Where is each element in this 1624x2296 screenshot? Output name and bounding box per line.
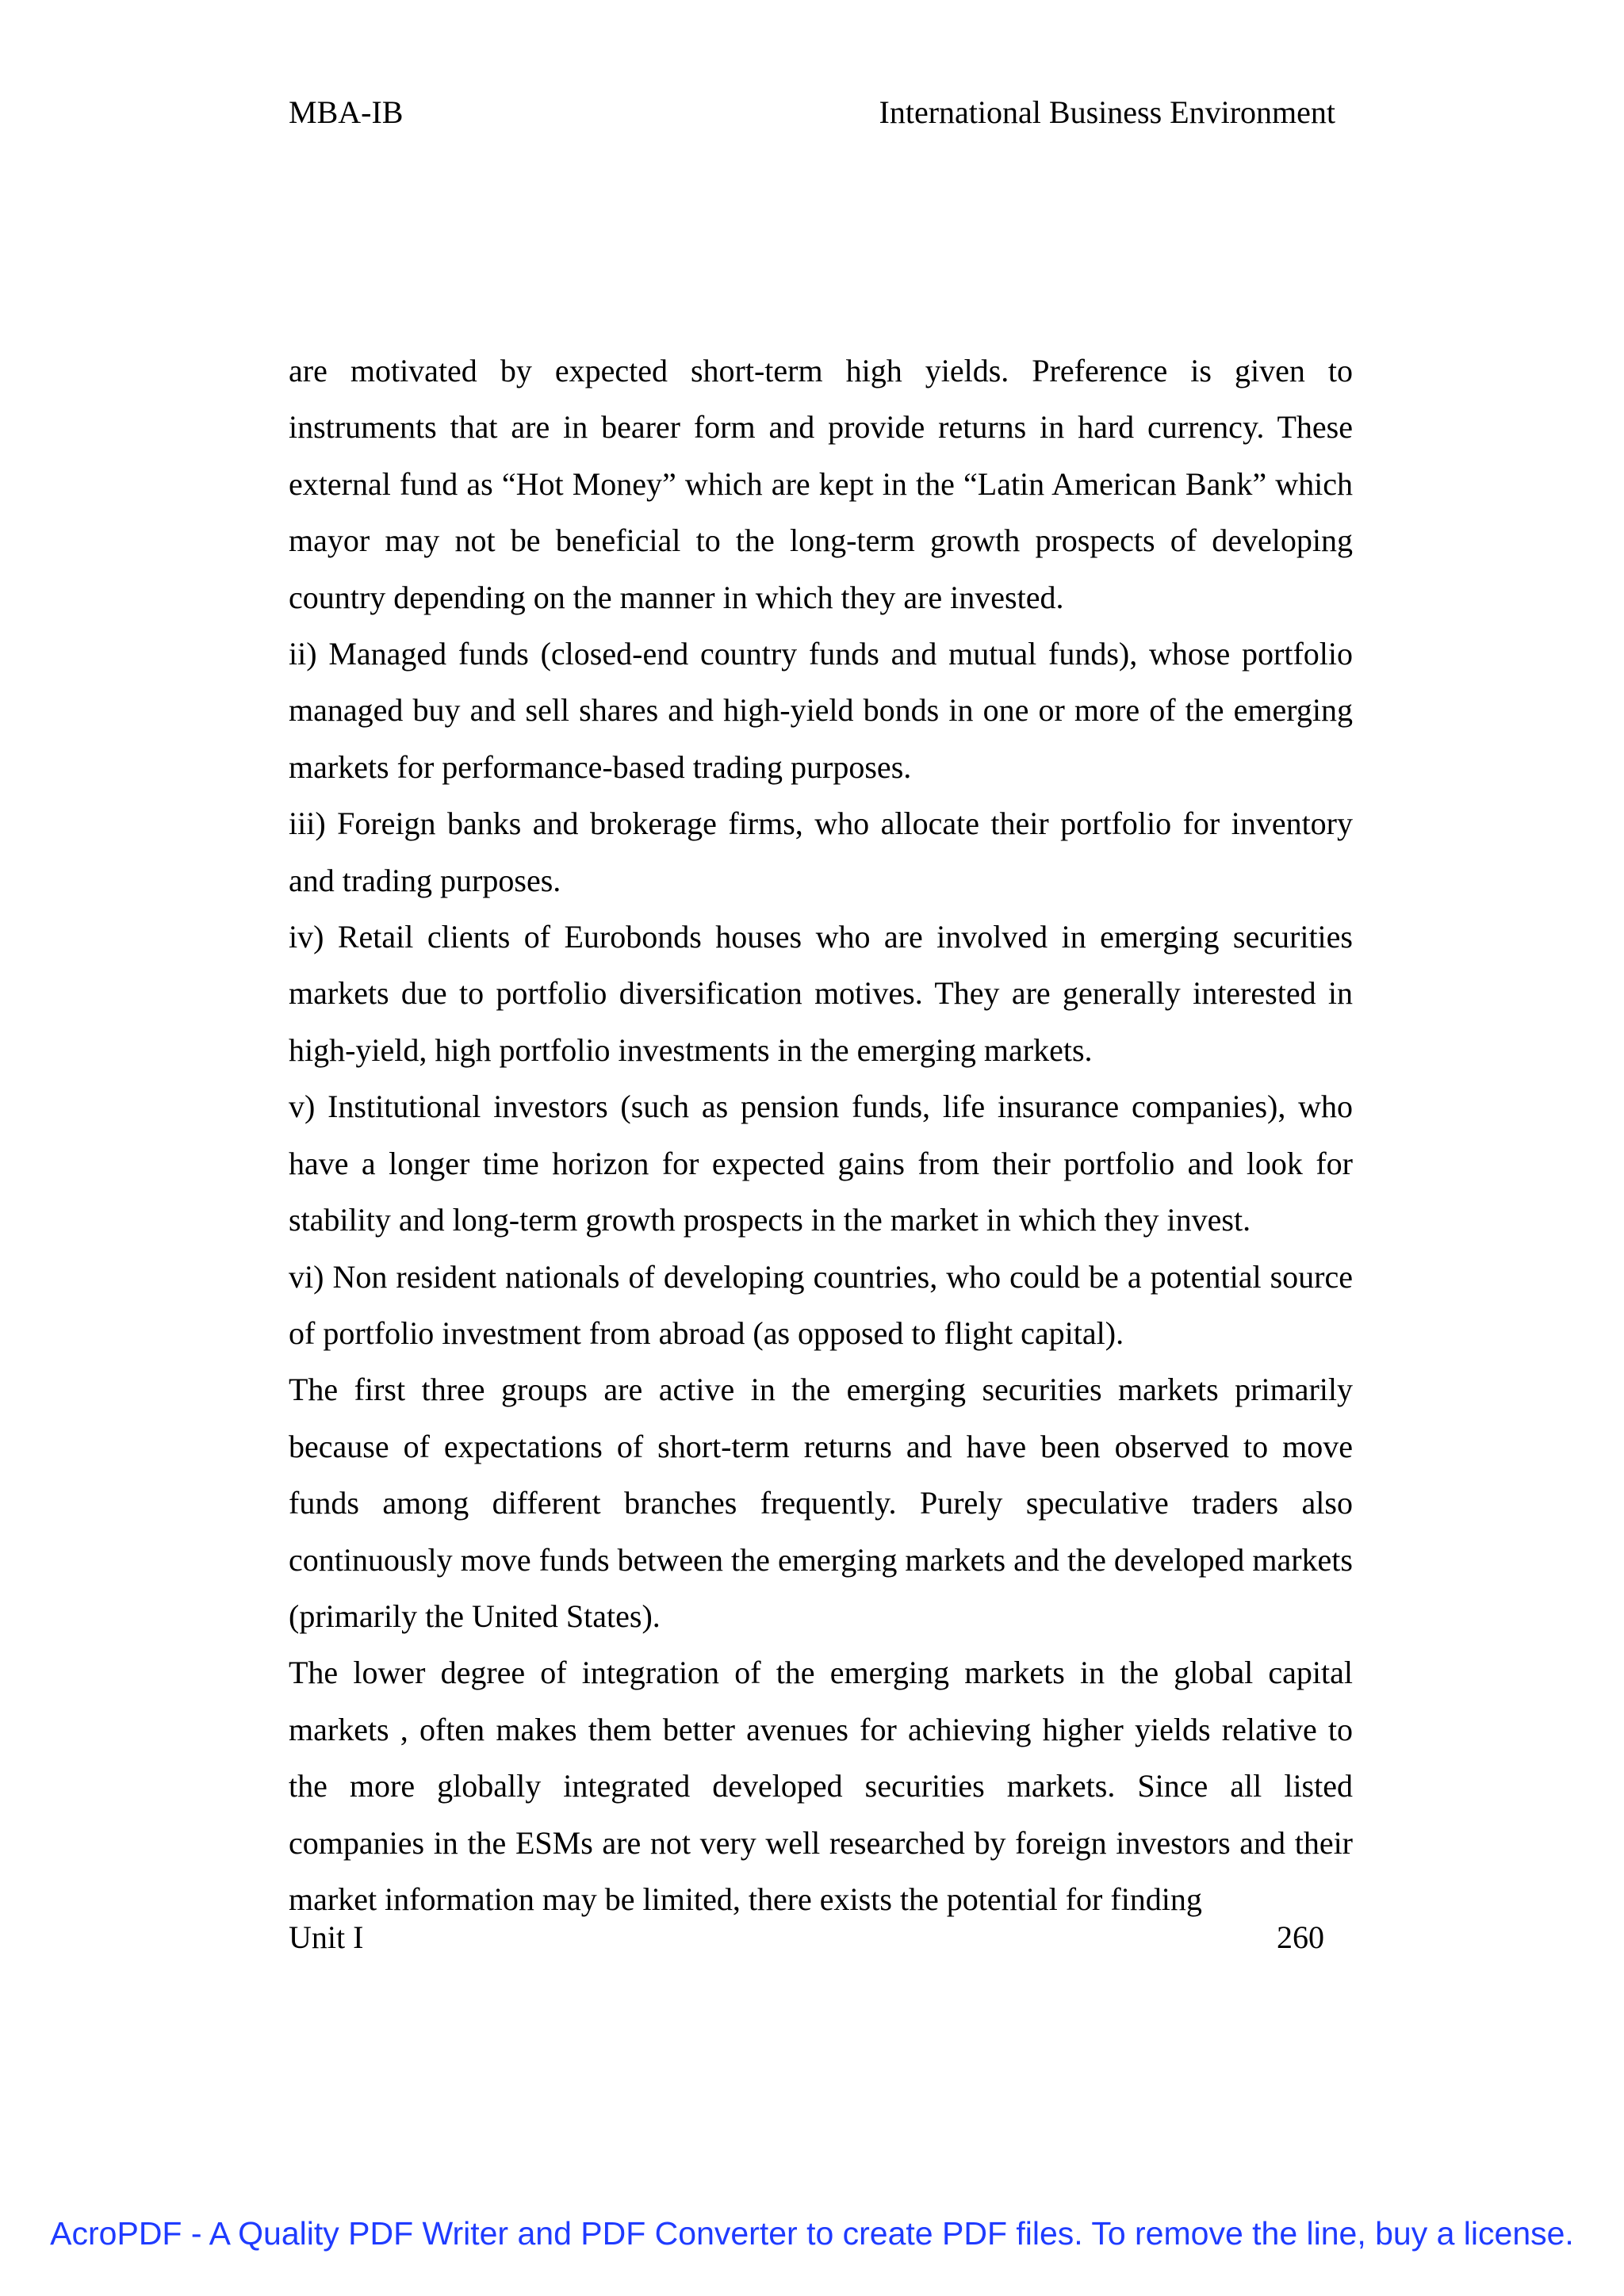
paragraph-first-three-groups: The first three groups are active in the emerging securities markets primarily because of expectations of short-term returns and have been observed to move funds among different branches frequently. Purely speculative traders also continuously move funds between the emerging markets and the developed markets (primarily the United States). [289, 1372, 1353, 1634]
paragraph-retail-clients: iv) Retail clients of Eurobonds houses who are involved in emerging securities markets due to portfolio diversification motives. They are generally interested in high-yield, high portfolio investments in the emerging markets. [289, 919, 1353, 1068]
page-header [289, 94, 1335, 141]
paragraph-lower-integration: The lower degree of integration of the emerging markets in the global capital markets , often makes them better avenues for achieving higher yields relative to the more globally integrated developed securities markets. Since all listed companies in the ESMs are not very well researched by foreign investors and their market information may be limited, there exists the potential for finding [289, 1655, 1353, 1917]
paragraph-non-resident-nationals: vi) Non resident nationals of developing countries, who could be a potential source of portfolio investment from abroad (as opposed to flight capital). [289, 1258, 1353, 1351]
page-number: 260 [1277, 1919, 1324, 1955]
header-course-code: MBA-IB [289, 94, 404, 130]
paragraph-institutional-investors: v) Institutional investors (such as pension funds, life insurance companies), who have a longer time horizon for expected gains from their portfolio and look for stability and long-term growth prospects in the market in which they invest. [289, 1089, 1353, 1238]
footer-unit-label: Unit I [289, 1919, 364, 1955]
header-subject-title: International Business Environment [879, 94, 1335, 130]
paragraph-intro: are motivated by expected short-term high yields. Preference is given to instruments that are in bearer form and provide returns in hard currency. These external fund as “Hot Money” which are kept in the “Latin American Bank” which mayor may not be beneficial to the long-term growth prospects of developing country depending on the manner in which they are invested. [289, 353, 1353, 615]
page-footer [289, 1919, 1324, 1966]
paragraph-foreign-banks: iii) Foreign banks and brokerage firms, who allocate their portfolio for inventory and trading purposes. [289, 806, 1353, 898]
acropdf-watermark-line: AcroPDF - A Quality PDF Writer and PDF Converter to create PDF files. To remove the line, buy a license. [50, 2215, 1574, 2252]
paragraph-managed-funds: ii) Managed funds (closed-end country funds and mutual funds), whose portfolio managed buy and sell shares and high-yield bonds in one or more of the emerging markets for performance-based trading purposes. [289, 636, 1353, 785]
body-text [289, 342, 1353, 1927]
